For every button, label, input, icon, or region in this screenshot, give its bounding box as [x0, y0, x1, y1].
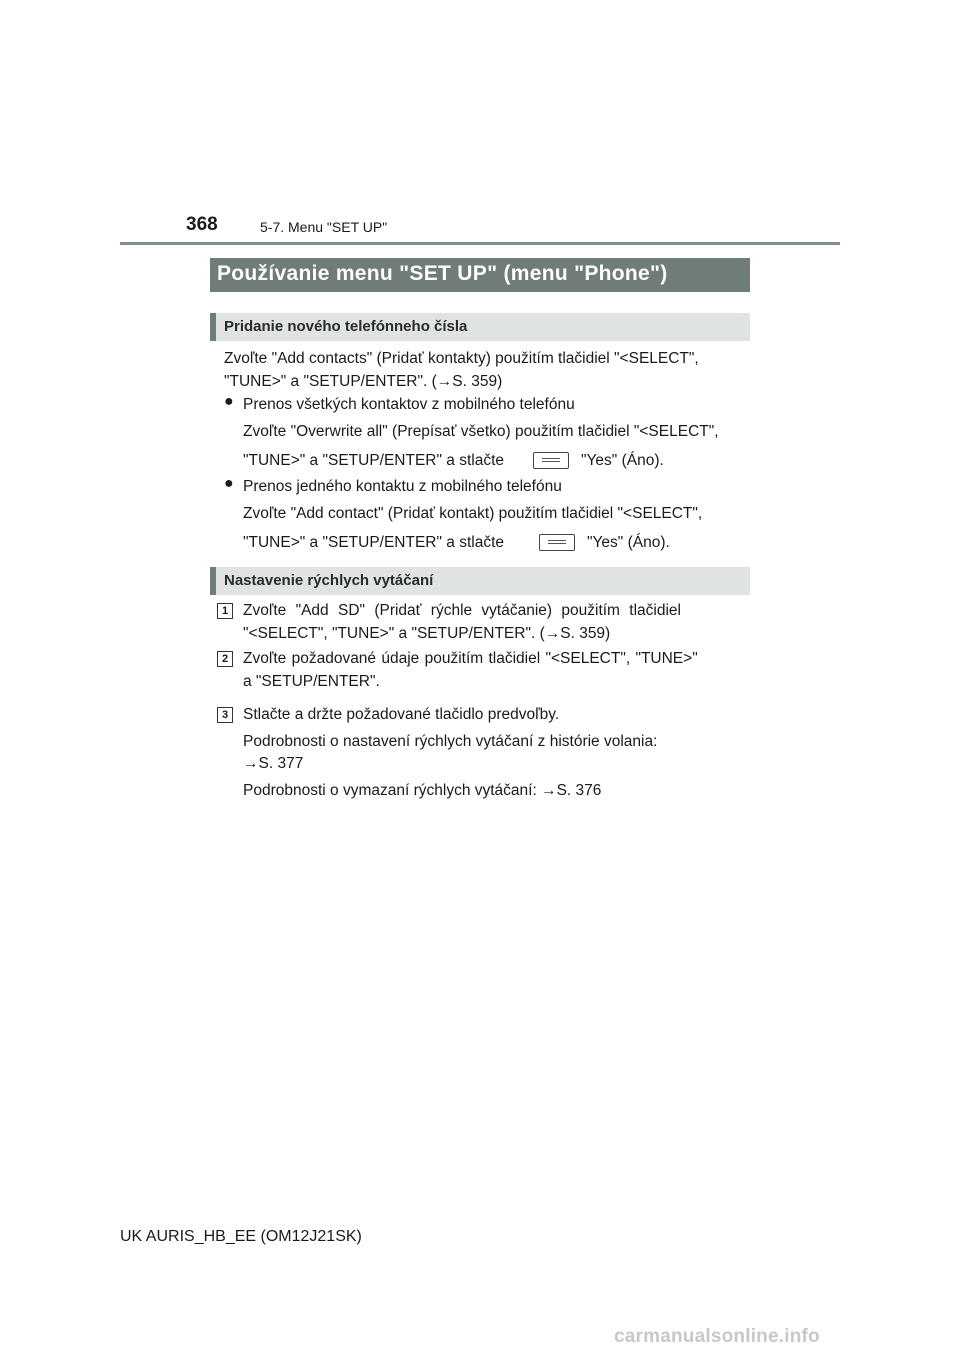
- bullet-icon: ●: [224, 475, 234, 492]
- bullet-text: "TUNE>" a "SETUP/ENTER" a stlačte: [243, 452, 505, 469]
- bullet-icon: ●: [224, 393, 234, 410]
- step-number-badge: 2: [217, 651, 233, 667]
- setup-enter-button-icon: [533, 452, 569, 469]
- bullet-text: Zvoľte "Overwrite all" (Prepísať všetko) použitím tlačidiel "<SELECT",: [243, 423, 719, 440]
- step-text: Zvoľte "Add SD" (Pridať rýchle vytáčanie) použitím tlačidiel: [243, 602, 681, 619]
- section-title: Pridanie nového telefónneho čísla: [224, 318, 468, 335]
- section-title-bar: [210, 313, 750, 341]
- page-number: 368: [186, 214, 218, 235]
- section-reference: 5-7. Menu "SET UP": [260, 219, 388, 235]
- watermark: carmanualsonline.info: [614, 1326, 820, 1347]
- step-note: →S. 377: [243, 755, 304, 772]
- intro-text: "TUNE>" a "SETUP/ENTER". (→S. 359): [224, 373, 503, 390]
- step-text: Zvoľte požadované údaje použitím tlačidiel "<SELECT", "TUNE>": [243, 650, 698, 667]
- step-number-badge: 1: [217, 603, 233, 619]
- bullet-text: "Yes" (Áno).: [581, 452, 664, 469]
- bullet-heading: Prenos všetkých kontaktov z mobilného telefónu: [243, 396, 575, 413]
- main-title-bar: [210, 258, 750, 292]
- step-note: Podrobnosti o nastavení rýchlych vytáčaní z histórie volania:: [243, 733, 658, 750]
- bullet-text: "Yes" (Áno).: [587, 534, 670, 551]
- section-title-bar: [210, 567, 750, 595]
- step-text: "<SELECT", "TUNE>" a "SETUP/ENTER". (→S. 359): [243, 625, 611, 642]
- bullet-text: "TUNE>" a "SETUP/ENTER" a stlačte: [243, 534, 505, 551]
- bullet-heading: Prenos jedného kontaktu z mobilného telefónu: [243, 478, 562, 495]
- bullet-text: Zvoľte "Add contact" (Pridať kontakt) použitím tlačidiel "<SELECT",: [243, 505, 703, 522]
- step-note: Podrobnosti o vymazaní rýchlych vytáčaní: →S. 376: [243, 782, 602, 799]
- step-text: a "SETUP/ENTER".: [243, 673, 380, 690]
- step-number-badge: 3: [217, 707, 233, 723]
- footer-model-code: UK AURIS_HB_EE (OM12J21SK): [120, 1228, 362, 1245]
- section-title: Nastavenie rýchlych vytáčaní: [224, 572, 434, 589]
- step-text: Stlačte a držte požadované tlačidlo predvoľby.: [243, 706, 560, 723]
- main-title: Používanie menu "SET UP" (menu "Phone"): [217, 262, 668, 285]
- setup-enter-button-icon: [539, 534, 575, 551]
- header-divider: [120, 242, 840, 245]
- intro-text: Zvoľte "Add contacts" (Pridať kontakty) použitím tlačidiel "<SELECT",: [224, 350, 699, 367]
